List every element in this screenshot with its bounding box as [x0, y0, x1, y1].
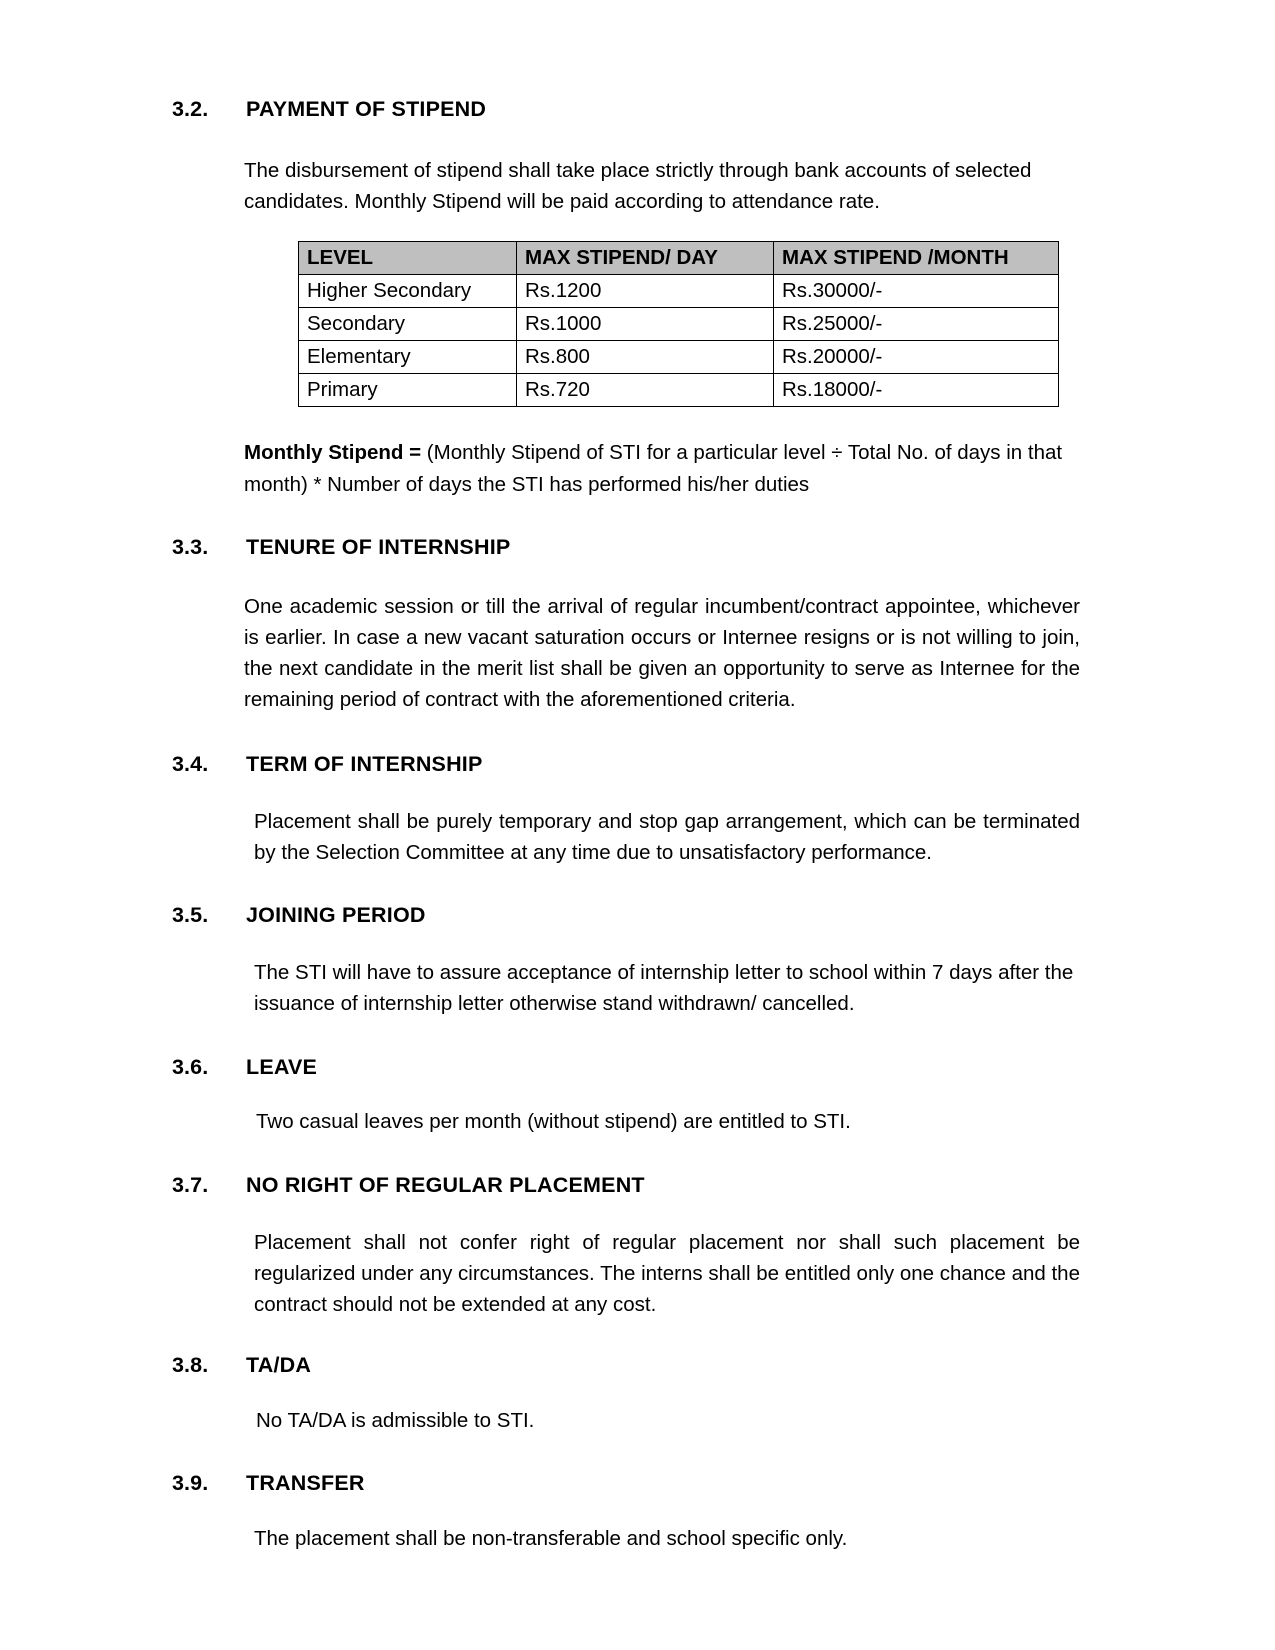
formula-text: (Monthly Stipend of STI for a particular level ÷ Total No. of days in that month) * Number of days the STI has performed his/her duties [244, 441, 1063, 496]
cell-stipend-day: Rs.800 [517, 341, 774, 374]
section-number: 3.6. [172, 1054, 209, 1079]
cell-level: Higher Secondary [299, 275, 517, 308]
section-number: 3.3. [172, 534, 209, 559]
table-row [299, 374, 1059, 407]
column-header-max-stipend-month: MAX STIPEND /MONTH [774, 242, 1059, 275]
section-heading-3-6 [172, 1054, 1080, 1081]
section-heading-3-3 [172, 534, 1080, 561]
table-header-row [299, 242, 1059, 275]
formula-label: Monthly Stipend = [244, 441, 422, 465]
section-number: 3.7. [172, 1172, 209, 1197]
stipend-table [298, 241, 1059, 407]
cell-stipend-month: Rs.30000/- [774, 275, 1059, 308]
paragraph-tada-body: No TA/DA is admissible to STI. [256, 1408, 535, 1432]
section-title: NO RIGHT OF REGULAR PLACEMENT [246, 1172, 645, 1197]
section-heading-3-2 [172, 96, 1080, 123]
paragraph-term-body: Placement shall be purely temporary and stop gap arrangement, which can be terminated by the Selection Committee at any time due to unsatisfactory performance. [254, 810, 1080, 865]
paragraph-no-right-body: Placement shall not confer right of regular placement nor shall such placement be regularized under any circumstances. The interns shall be entitled only one chance and the contract should not be extended at any cost. [254, 1230, 1080, 1316]
cell-level: Primary [299, 374, 517, 407]
section-number: 3.4. [172, 752, 209, 777]
section-title: TERM OF INTERNSHIP [246, 752, 483, 777]
cell-stipend-day: Rs.1200 [517, 275, 774, 308]
section-heading-3-4 [172, 751, 1080, 778]
paragraph-payment-intro: The disbursement of stipend shall take place strictly through bank accounts of selected candidates. Monthly Stipend will be paid according to attendance rate. [244, 158, 1032, 214]
section-heading-3-8 [172, 1352, 1080, 1379]
section-heading-3-9 [172, 1470, 1080, 1497]
cell-level: Elementary [299, 341, 517, 374]
section-title: TENURE OF INTERNSHIP [246, 534, 511, 559]
section-title: TA/DA [246, 1352, 312, 1377]
section-number: 3.5. [172, 903, 209, 928]
paragraph-leave-body: Two casual leaves per month (without stipend) are entitled to STI. [256, 1110, 851, 1134]
section-number: 3.9. [172, 1471, 209, 1496]
section-title: JOINING PERIOD [246, 903, 426, 928]
table-row [299, 308, 1059, 341]
section-number: 3.2. [172, 97, 209, 121]
cell-stipend-month: Rs.20000/- [774, 341, 1059, 374]
cell-stipend-day: Rs.1000 [517, 308, 774, 341]
cell-stipend-month: Rs.25000/- [774, 308, 1059, 341]
cell-stipend-month: Rs.18000/- [774, 374, 1059, 407]
document-content [172, 96, 1080, 1554]
table-row [299, 275, 1059, 308]
paragraph-transfer-body: The placement shall be non-transferable and school specific only. [254, 1526, 848, 1550]
stipend-table-wrapper [172, 241, 1080, 407]
cell-level: Secondary [299, 308, 517, 341]
paragraph-joining-body: The STI will have to assure acceptance of internship letter to school within 7 days after the issuance of internship letter otherwise stand withdrawn/ cancelled. [254, 961, 1074, 1016]
cell-stipend-day: Rs.720 [517, 374, 774, 407]
section-heading-3-5 [172, 902, 1080, 929]
paragraph-monthly-stipend-formula [172, 437, 1080, 499]
paragraph-tenure-body: One academic session or till the arrival of regular incumbent/contract appointee, whichever is earlier. In case a new vacant saturation occurs or Internee resigns or is not willing to join, the next candidate in the merit list shall be given an opportunity to serve as Internee for the remaining period of contract with the aforementioned criteria. [244, 594, 1080, 712]
section-heading-3-7 [172, 1172, 1080, 1199]
section-title: LEAVE [246, 1054, 318, 1079]
column-header-level: LEVEL [299, 242, 517, 275]
table-row [299, 341, 1059, 374]
section-title: TRANSFER [246, 1471, 365, 1496]
section-title: PAYMENT OF STIPEND [246, 97, 487, 121]
section-number: 3.8. [172, 1352, 209, 1377]
column-header-max-stipend-day: MAX STIPEND/ DAY [517, 242, 774, 275]
